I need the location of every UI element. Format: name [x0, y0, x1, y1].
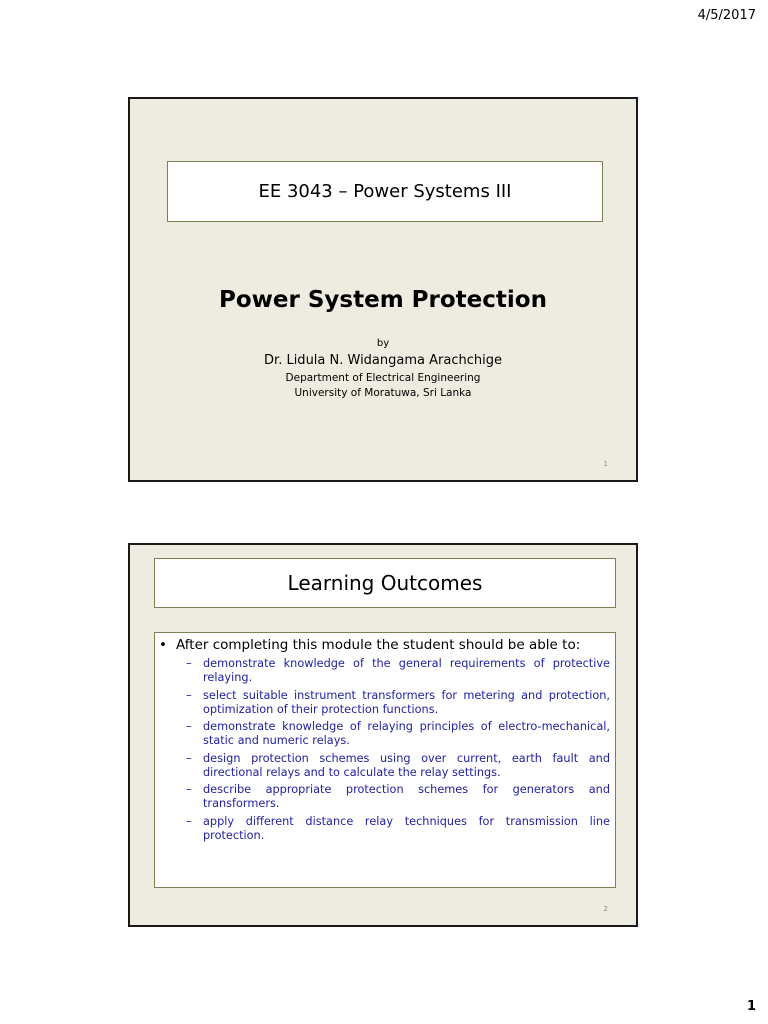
list-item-text: demonstrate knowledge of the general requirements of protective relaying. — [203, 657, 610, 684]
dash-icon: – — [186, 688, 192, 702]
list-item — [186, 720, 610, 748]
slide-number: 2 — [603, 905, 608, 913]
outcomes-list — [159, 657, 610, 843]
page-number: 1 — [746, 999, 756, 1014]
list-item — [186, 752, 610, 780]
course-title-box — [167, 161, 603, 222]
dash-icon: – — [186, 751, 192, 765]
dash-icon: – — [186, 814, 192, 828]
bullet-icon: • — [159, 637, 167, 653]
by-label: by — [376, 338, 390, 349]
dash-icon: – — [186, 657, 192, 670]
slide-2 — [128, 543, 638, 927]
intro-bullet — [159, 636, 610, 655]
list-item — [186, 689, 610, 717]
presentation-title: Power System Protection — [219, 287, 547, 313]
course-title: EE 3043 – Power Systems III — [258, 181, 512, 202]
slide-number: 1 — [603, 460, 608, 468]
department: Department of Electrical Engineering — [285, 372, 481, 384]
slide-title: Learning Outcomes — [287, 571, 483, 595]
list-item — [186, 657, 610, 685]
slide-title-box — [154, 558, 616, 608]
list-item — [186, 783, 610, 811]
list-item-text: design protection schemes using over current, earth fault and directional relays and to calculate the relay settings. — [203, 751, 610, 779]
university: University of Moratuwa, Sri Lanka — [294, 387, 472, 399]
list-item-text: describe appropriate protection schemes for generators and transformers. — [203, 783, 610, 810]
list-item-text: demonstrate knowledge of relaying principles of electro-mechanical, static and numeric relays. — [203, 720, 610, 747]
intro-text: After completing this module the student should be able to: — [176, 637, 581, 653]
dash-icon: – — [186, 783, 192, 796]
author-name: Dr. Lidula N. Widangama Arachchige — [264, 353, 502, 368]
slide-1 — [128, 97, 638, 482]
list-item — [186, 815, 610, 843]
list-item-text: apply different distance relay techniques for transmission line protection. — [203, 814, 610, 842]
print-date: 4/5/2017 — [697, 8, 756, 23]
content-box — [154, 632, 616, 888]
dash-icon: – — [186, 720, 192, 733]
list-item-text: select suitable instrument transformers for metering and protection, optimization of their protection functions. — [203, 688, 610, 716]
